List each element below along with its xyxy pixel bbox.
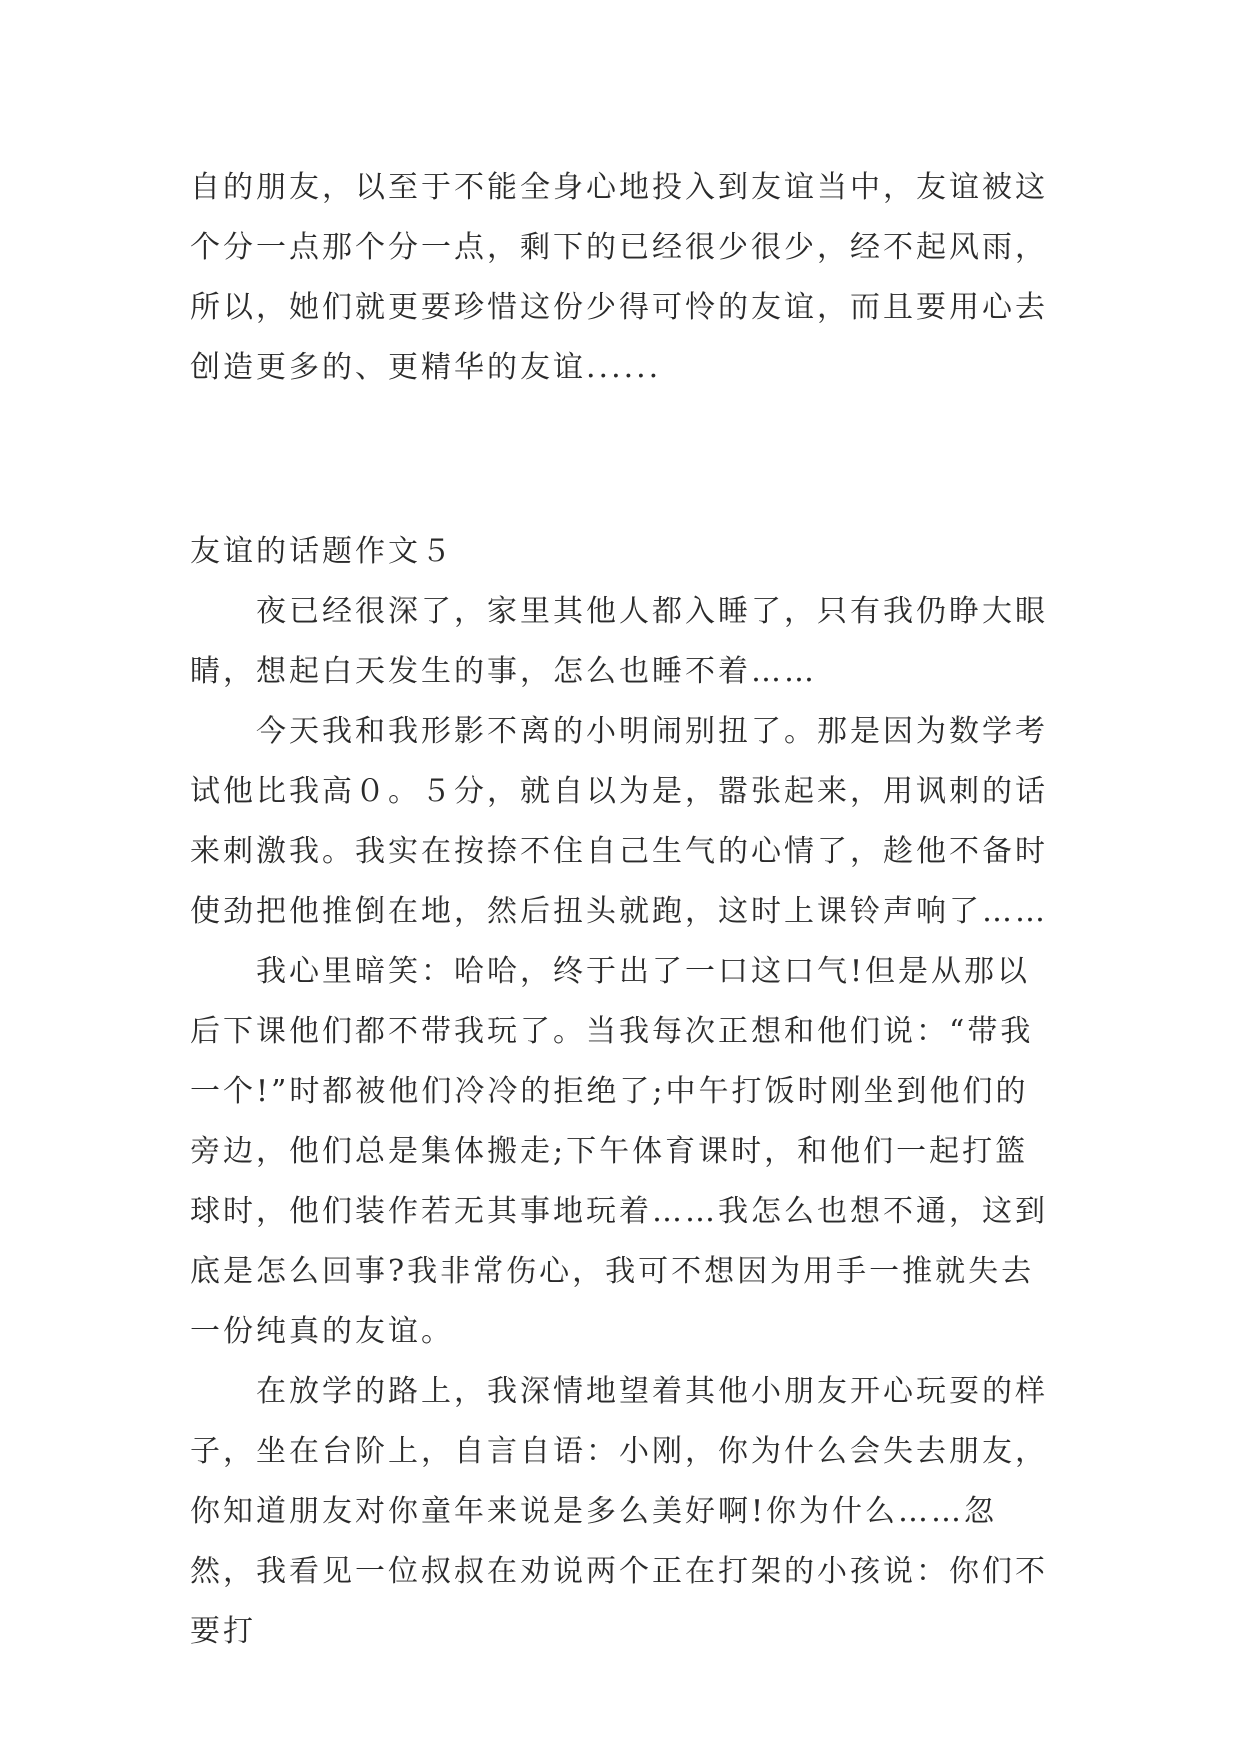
intro-line: 自的朋友，以至于不能全身心地投入到友谊当中，友谊被这 [190,170,1048,205]
intro-line: 创造更多的、更精华的友谊...... [190,350,662,385]
section-gap [190,398,1060,522]
body-paragraph: 我心里暗笑：哈哈，终于出了一口这口气!但是从那以后下课他们都不带我玩了。当我每次正想和他们说：“带我一个!”时都被他们冷冷的拒绝了;中午打饭时刚坐到他们的旁边，他们总是集体搬走;下午体育课时，和他们一起打篮球时，他们装作若无其事地玩着……我怎么也想不通，这到底是怎么回事?我非常伤心，我可不想因为用手一推就失去一份纯真的友谊。 [190,954,1048,1349]
intro-line: 所以，她们就更要珍惜这份少得可怜的友谊，而且要用心去 [190,290,1048,325]
intro-line: 个分一点那个分一点，剩下的已经很少很少，经不起风雨， [190,230,1048,265]
body-paragraph: 在放学的路上，我深情地望着其他小朋友开心玩耍的样子，坐在台阶上，自言自语：小刚，你为什么会失去朋友，你知道朋友对你童年来说是多么美好啊!你为什么……忽然，我看见一位叔叔在劝说两个正在打架的小孩说：你们不要打 [190,1374,1048,1649]
section-title: 友谊的话题作文５ [190,534,454,569]
body-paragraph: 夜已经很深了，家里其他人都入睡了，只有我仍睁大眼睛，想起白天发生的事，怎么也睡不着…… [190,594,1048,689]
intro-paragraph [190,158,1060,398]
document-body [190,158,1060,1662]
body-paragraph: 今天我和我形影不离的小明闹别扭了。那是因为数学考试他比我高０。５分，就自以为是，嚣张起来，用讽刺的话来刺激我。我实在按捺不住自己生气的心情了，趁他不备时使劲把他推倒在地，然后扭头就跑，这时上课铃声响了…… [190,714,1048,929]
